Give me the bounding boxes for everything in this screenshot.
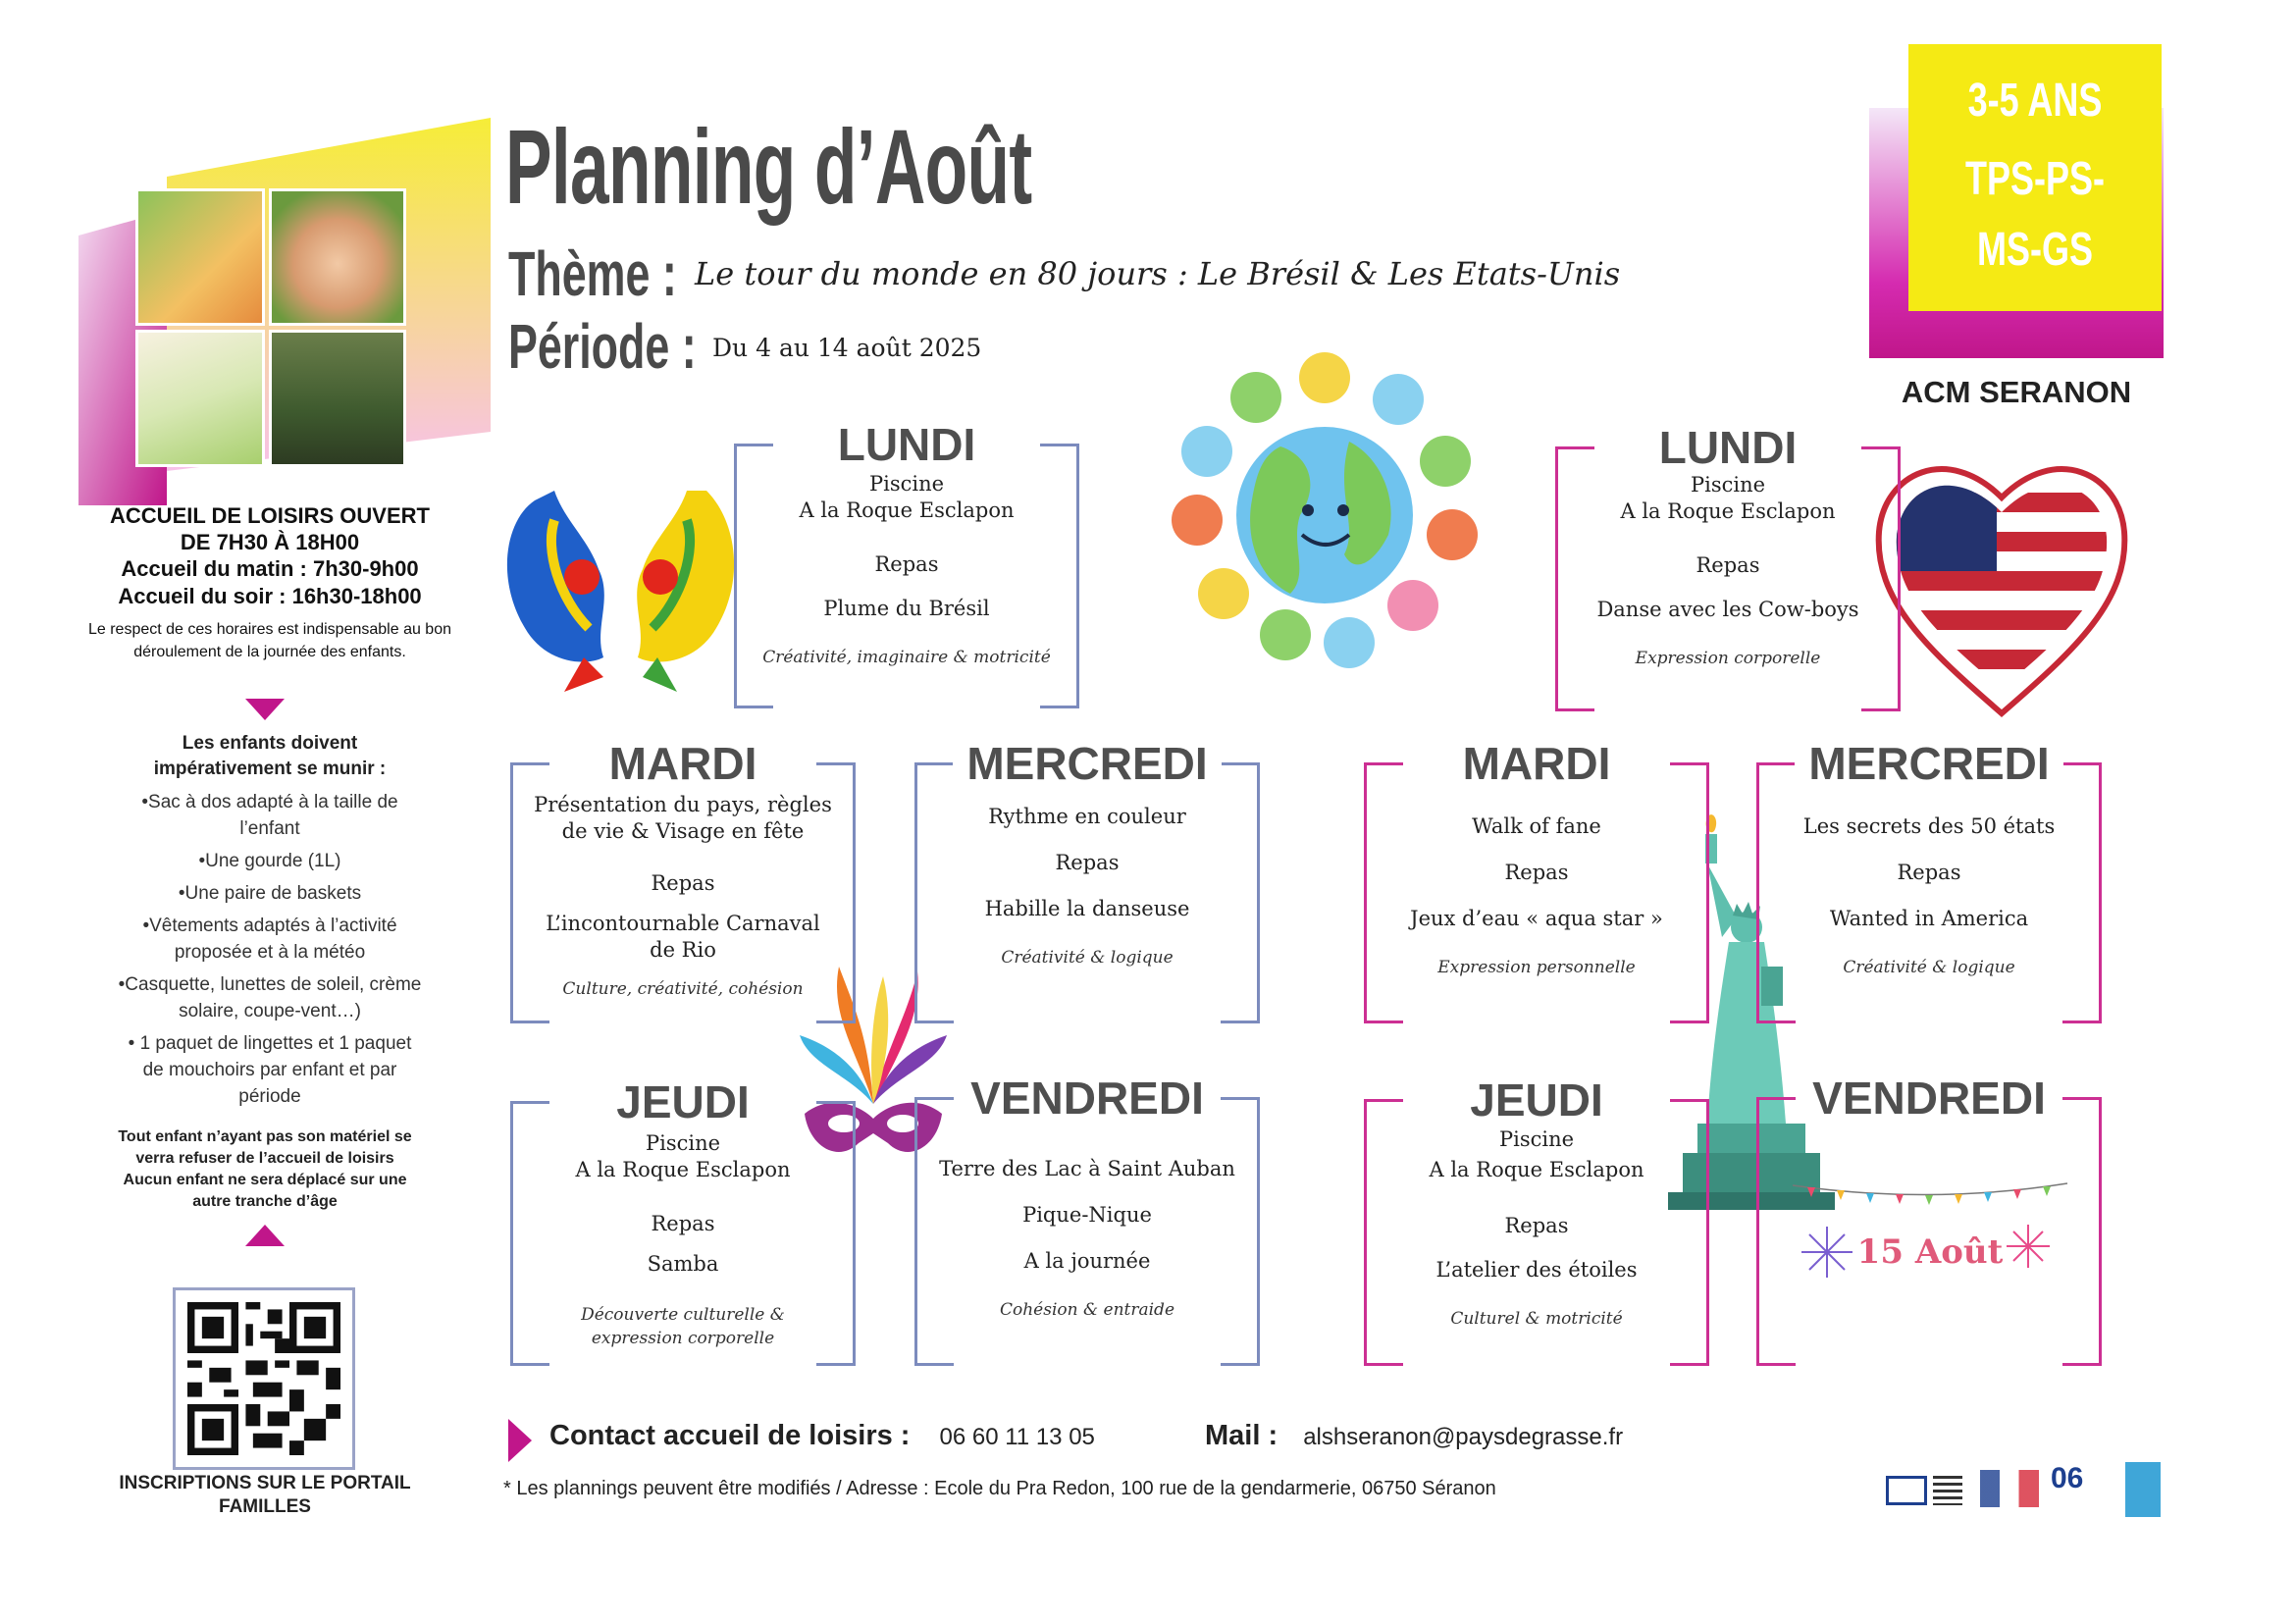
day-name: LUNDI	[824, 420, 990, 469]
period-value: Du 4 au 14 août 2025	[712, 334, 982, 362]
opening-hours	[69, 502, 471, 663]
equipment-item: • 1 paquet de lingettes et 1 paquet de mouchoirs par enfant et par période	[128, 1033, 412, 1107]
activity-line: Walk of fane	[1472, 814, 1601, 838]
age-badge	[1908, 44, 2162, 311]
day-name: JEUDI	[602, 1077, 762, 1126]
activity-line: Repas	[1696, 553, 1760, 577]
activity-line: Repas	[874, 552, 939, 576]
week2-mercredi	[1756, 738, 2102, 1023]
equipment-item: •Casquette, lunettes de soleil, crème solaire, coupe-vent…)	[118, 974, 422, 1021]
activity-line: L’incontournable Carnaval	[546, 912, 820, 935]
warning-note: Tout enfant n’ayant pas son matériel se verra refuser de l’accueil de loisirs Aucun enfant ne sera déplacé sur une autre tranche d’âge	[118, 1128, 412, 1210]
activity-line: L’atelier des étoiles	[1435, 1258, 1638, 1282]
activity-line: A la Roque Esclapon	[799, 498, 1015, 522]
contact-phone[interactable]: 06 60 11 13 05	[939, 1424, 1095, 1450]
activity-line: Présentation du pays, règles	[534, 793, 832, 816]
day-name: VENDREDI	[957, 1073, 1218, 1123]
day-name: MERCREDI	[953, 739, 1221, 788]
activity-line: Repas	[651, 871, 715, 895]
age-line1: 3-5 ANS	[1967, 75, 2103, 127]
week1-lundi	[734, 419, 1079, 708]
activity-line: Piscine	[1498, 1127, 1575, 1151]
activity-line: de Rio	[650, 938, 716, 962]
activity-line: Repas	[1055, 851, 1120, 874]
activity-category: Créativité & logique	[1001, 948, 1174, 968]
mail-label: Mail :	[1205, 1420, 1278, 1451]
activity-line: Repas	[1504, 1214, 1569, 1237]
contact-line	[549, 1420, 1095, 1452]
activity-category: Cohésion & entraide	[999, 1300, 1175, 1320]
activity-line: A la Roque Esclapon	[1620, 499, 1836, 523]
msa-logo-icon	[1886, 1476, 1927, 1505]
parrot-icon	[496, 461, 746, 692]
equipment-item: •Une paire de baskets	[178, 883, 362, 904]
day-name: MARDI	[1449, 739, 1625, 788]
activity-category: Créativité & logique	[1843, 958, 2015, 977]
caf-logo-icon	[2125, 1462, 2161, 1517]
week2-vendredi	[1756, 1073, 2102, 1366]
week1-vendredi	[914, 1073, 1260, 1366]
theme-label: Thème :	[508, 238, 677, 309]
day-name: LUNDI	[1645, 423, 1811, 472]
page-title: Planning d’Août	[505, 107, 1032, 226]
activity-line: Jeux d’eau « aqua star »	[1410, 907, 1663, 930]
activity-line: Les secrets des 50 états	[1802, 814, 2056, 838]
photo-collage	[78, 118, 491, 510]
day-name: JEUDI	[1456, 1075, 1616, 1125]
activity-line: Piscine	[868, 472, 945, 496]
mail-address[interactable]: alshseranon@paysdegrasse.fr	[1303, 1424, 1624, 1450]
evening-hours: Accueil du soir : 16h30-18h00	[118, 584, 422, 608]
week1-mercredi	[914, 738, 1260, 1023]
activity-line: A la Roque Esclapon	[575, 1158, 791, 1181]
period-label: Période :	[508, 311, 697, 382]
activity-category: Culture, créativité, cohésion	[562, 979, 804, 999]
center-name: ACM SERANON	[1901, 375, 2132, 409]
activity-line: Repas	[651, 1212, 715, 1235]
activity-line: Plume du Brésil	[823, 597, 990, 620]
qr-code[interactable]	[173, 1287, 355, 1470]
triangle-right-icon	[508, 1419, 532, 1462]
photo-children-circle	[269, 188, 406, 326]
activity-line: Pique-Nique	[1022, 1203, 1152, 1227]
departement-06-icon: 06	[2051, 1462, 2084, 1494]
equipment-item: •Sac à dos adapté à la taille de l’enfant	[141, 792, 398, 839]
activity-line: Rythme en couleur	[988, 805, 1186, 828]
opening-line2: DE 7H30 À 18H00	[180, 530, 360, 554]
theme-value: Le tour du monde en 80 jours : Le Brésil & Les Etats-Unis	[695, 255, 1621, 292]
activity-line: A la Roque Esclapon	[1429, 1158, 1644, 1181]
week2-mardi	[1364, 738, 1709, 1023]
opening-line1: ACCUEIL DE LOISIRS OUVERT	[110, 503, 430, 528]
day-name: VENDREDI	[1799, 1073, 2060, 1123]
qr-code-icon	[187, 1302, 340, 1455]
activity-line: A la journée	[1023, 1249, 1151, 1273]
day-name: MARDI	[596, 739, 771, 788]
activity-category: Culturel & motricité	[1450, 1309, 1623, 1329]
activity-category: Découverte culturelle & expression corporelle	[581, 1305, 785, 1348]
footnote: * Les plannings peuvent être modifiés / Adresse : Ecole du Pra Redon, 100 rue de la gendarmerie, 06750 Séranon	[503, 1478, 1496, 1499]
equipment-list	[118, 789, 422, 1116]
week2-lundi	[1555, 422, 1901, 711]
holiday-label: 15 Août	[1856, 1232, 2004, 1272]
activity-category: Expression corporelle	[1635, 649, 1821, 668]
respect-note: Le respect de ces horaires est indispensable au bon déroulement de la journée des enfants.	[87, 621, 451, 660]
activity-line: Piscine	[1690, 473, 1766, 497]
age-line2: TPS-PS-	[1964, 153, 2106, 205]
inscriptions-label: INSCRIPTIONS SUR LE PORTAIL FAMILLES	[119, 1473, 411, 1517]
photo-girl-flowers	[135, 330, 265, 467]
mail-line	[1205, 1420, 1623, 1452]
activity-line: Samba	[647, 1252, 719, 1276]
day-name: MERCREDI	[1795, 739, 2062, 788]
republique-logo-icon	[1980, 1470, 2039, 1507]
triangle-up-icon	[245, 1225, 285, 1246]
activity-line: Danse avec les Cow-boys	[1596, 598, 1859, 621]
photo-bikes-forest	[269, 330, 406, 467]
activity-line: Piscine	[645, 1131, 721, 1155]
age-line3: MS-GS	[1976, 224, 2094, 276]
activity-category: Expression personnelle	[1437, 958, 1636, 977]
morning-hours: Accueil du matin : 7h30-9h00	[121, 556, 419, 581]
msa-text-icon	[1933, 1476, 1962, 1505]
equipment-title: Les enfants doivent impérativement se munir :	[153, 733, 387, 779]
activity-line: Repas	[1504, 861, 1569, 884]
week1-mardi	[510, 738, 856, 1023]
triangle-down-icon	[245, 699, 285, 720]
usa-heart-icon	[1869, 434, 2134, 718]
equipment-item: •Une gourde (1L)	[198, 851, 341, 871]
week1-jeudi	[510, 1076, 856, 1366]
earth-hands-icon	[1163, 348, 1487, 672]
contact-label: Contact accueil de loisirs :	[549, 1420, 911, 1451]
activity-line: Habille la danseuse	[984, 897, 1190, 920]
photo-child-pinwheel	[135, 188, 265, 326]
activity-line: Terre des Lac à Saint Auban	[939, 1157, 1235, 1180]
activity-line: Wanted in America	[1829, 907, 2029, 930]
activity-category: Créativité, imaginaire & motricité	[762, 648, 1051, 667]
activity-line: de vie & Visage en fête	[561, 819, 805, 843]
week2-jeudi	[1364, 1074, 1709, 1366]
equipment-item: •Vêtements adaptés à l’activité proposée et à la météo	[142, 916, 397, 963]
activity-line: Repas	[1897, 861, 1961, 884]
